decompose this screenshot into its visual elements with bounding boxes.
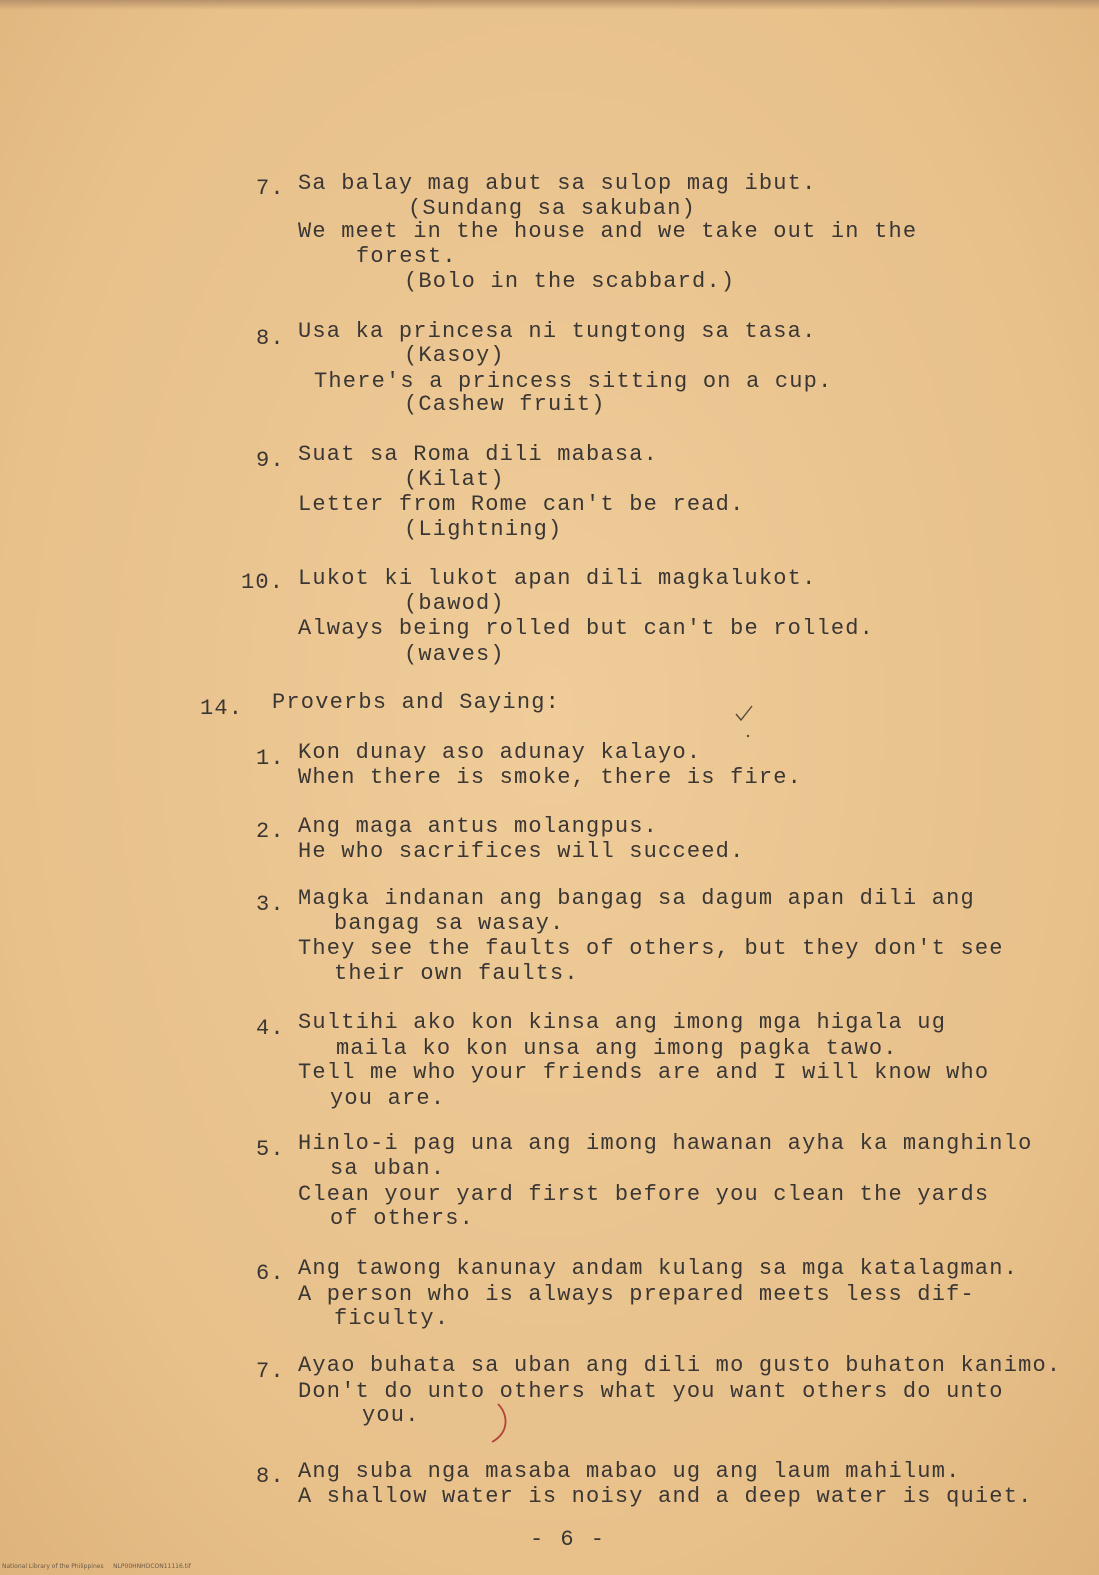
riddle-number: 8.	[256, 326, 285, 351]
proverb-translation: their own faults.	[334, 961, 579, 986]
archive-footer: National Library of the Philippines NLP00HNHDCON11116.tif	[2, 1563, 191, 1570]
proverb-translation: Clean your yard first before you clean the yards	[298, 1182, 990, 1207]
proverb-translation: When there is smoke, there is fire.	[298, 765, 803, 790]
riddle-translation: Always being rolled but can't be rolled.	[298, 616, 875, 641]
riddle-text: Lukot ki lukot apan dili magkalukot.	[298, 566, 817, 591]
riddle-translation: We meet in the house and we take out in the	[298, 219, 918, 244]
proverb-number: 4.	[256, 1016, 285, 1041]
proverb-text: Magka indanan ang bangag sa dagum apan dili ang	[298, 886, 975, 911]
proverb-number: 6.	[256, 1261, 285, 1286]
proverb-translation: He who sacrifices will succeed.	[298, 839, 745, 864]
proverb-translation: They see the faults of others, but they don't see	[298, 936, 1004, 961]
proverb-translation: Tell me who your friends are and I will know who	[298, 1060, 990, 1085]
riddle-answer: (Kasoy)	[404, 343, 505, 368]
proverb-text: maila ko kon unsa ang imong pagka tawo.	[336, 1036, 898, 1061]
proverb-translation: Don't do unto others what you want others do unto	[298, 1379, 1004, 1404]
riddle-answer-translation: (Lightning)	[404, 517, 563, 542]
riddle-answer-translation: (Cashew fruit)	[404, 392, 606, 417]
riddle-answer-translation: (Bolo in the scabbard.)	[404, 269, 736, 294]
proverb-number: 3.	[256, 892, 285, 917]
proverb-text: bangag sa wasay.	[334, 911, 565, 936]
riddle-text: Suat sa Roma dili mabasa.	[298, 442, 659, 467]
proverb-text: Kon dunay aso adunay kalayo.	[298, 740, 702, 765]
riddle-text: Usa ka princesa ni tungtong sa tasa.	[298, 319, 817, 344]
pen-mark-icon	[478, 1400, 518, 1448]
proverb-text: Hinlo-i pag una ang imong hawanan ayha ka manghinlo	[298, 1131, 1033, 1156]
proverb-translation: you are.	[330, 1086, 446, 1111]
proverb-number: 7.	[256, 1359, 285, 1384]
proverb-number: 1.	[256, 746, 285, 771]
proverb-translation: A shallow water is noisy and a deep water is quiet.	[298, 1484, 1033, 1509]
riddle-answer: (Sundang sa sakuban)	[408, 196, 697, 221]
proverb-text: Ang maga antus molangpus.	[298, 814, 659, 839]
riddle-translation: There's a princess sitting on a cup.	[314, 369, 833, 394]
proverb-text: Sultihi ako kon kinsa ang imong mga higala ug	[298, 1010, 947, 1035]
proverb-translation: of others.	[330, 1206, 475, 1231]
riddle-answer: (bawod)	[404, 591, 505, 616]
proverb-number: 2.	[256, 819, 285, 844]
paper-edge	[0, 0, 1099, 10]
riddle-answer: (Kilat)	[404, 467, 505, 492]
proverb-number: 8.	[256, 1464, 285, 1489]
riddle-number: 9.	[256, 448, 285, 473]
section-title: Proverbs and Saying:	[272, 690, 561, 715]
proverb-number: 5.	[256, 1137, 285, 1162]
proverb-text: Ayao buhata sa uban ang dili mo gusto buhaton kanimo.	[298, 1353, 1062, 1378]
riddle-translation: forest.	[356, 244, 457, 269]
riddle-number: 7.	[256, 176, 285, 201]
proverb-translation: ficulty.	[334, 1306, 450, 1331]
proverb-translation: A person who is always prepared meets less dif-	[298, 1282, 975, 1307]
proverb-translation: you.	[362, 1403, 420, 1428]
page-number: - 6 -	[530, 1527, 607, 1552]
proverb-text: sa uban.	[330, 1156, 446, 1181]
section-number: 14.	[200, 696, 244, 721]
riddle-number: 10.	[241, 570, 285, 595]
riddle-translation: Letter from Rome can't be read.	[298, 492, 745, 517]
proverb-text: Ang tawong kanunay andam kulang sa mga katalagman.	[298, 1256, 1019, 1281]
check-mark-icon	[732, 700, 762, 740]
riddle-text: Sa balay mag abut sa sulop mag ibut.	[298, 171, 817, 196]
riddle-answer-translation: (waves)	[404, 642, 505, 667]
proverb-text: Ang suba nga masaba mabao ug ang laum mahilum.	[298, 1459, 961, 1484]
